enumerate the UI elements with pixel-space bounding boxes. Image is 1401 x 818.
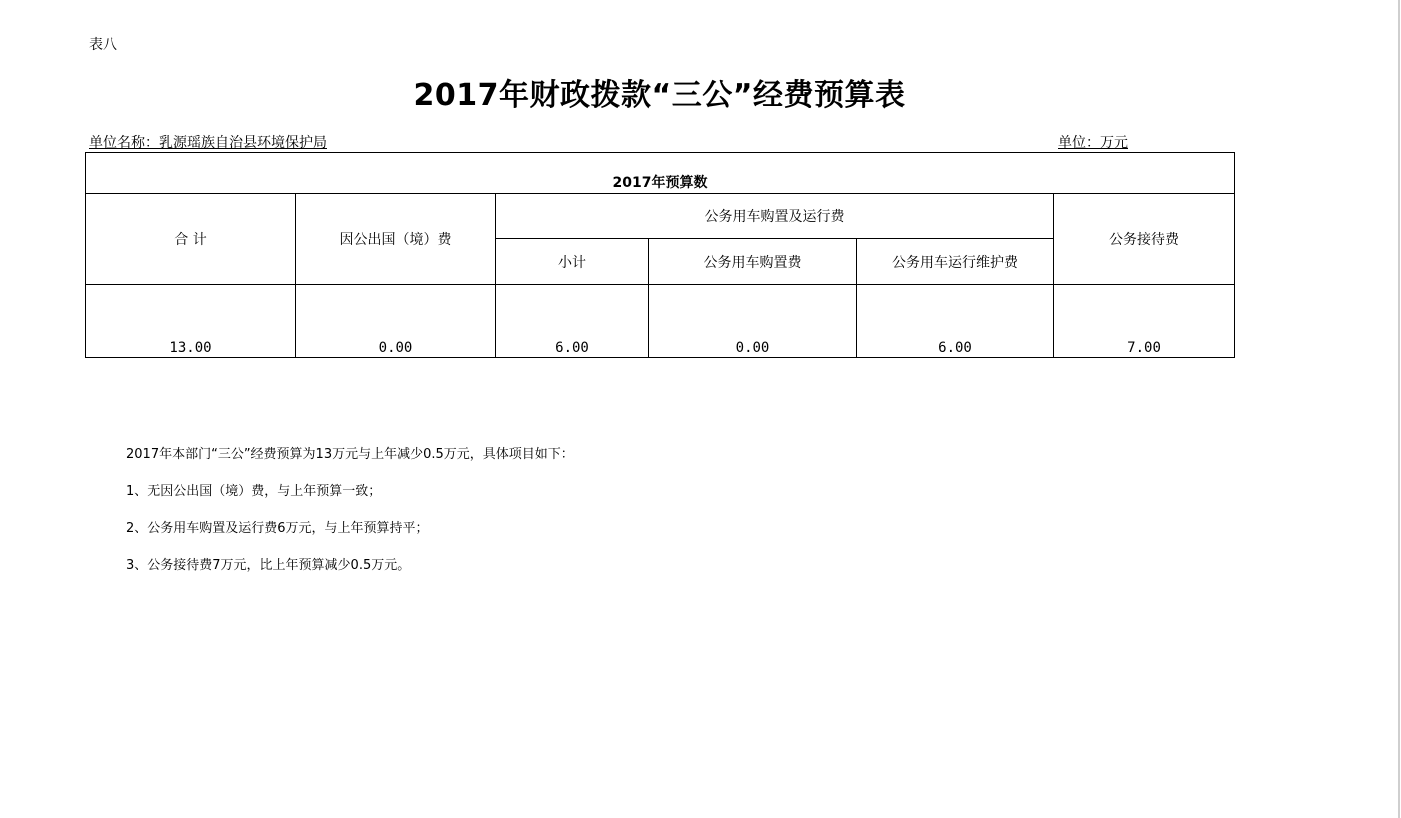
header-subtotal: 小计 [496, 239, 649, 285]
header-vehicle: 公务用车购置及运行费 [496, 194, 1054, 239]
form-number: 表八 [89, 37, 117, 53]
value-total: 13.00 [86, 285, 296, 358]
value-reception: 7.00 [1054, 285, 1235, 358]
value-maintenance: 6.00 [857, 285, 1054, 358]
page-title: 2017年财政拨款“三公”经费预算表 [413, 78, 906, 113]
value-subtotal: 6.00 [496, 285, 649, 358]
unit-name: 单位名称：乳源瑶族自治县环境保护局 [89, 135, 327, 151]
note-item: 2、公务用车购置及运行费6万元，与上年预算持平； [126, 521, 429, 536]
header-total: 合 计 [86, 194, 296, 285]
note-item: 1、无因公出国（境）费，与上年预算一致； [126, 484, 382, 499]
header-purchase: 公务用车购置费 [649, 239, 857, 285]
table-header-row [86, 194, 1235, 239]
currency-unit: 单位：万元 [1058, 135, 1128, 151]
header-reception: 公务接待费 [1054, 194, 1235, 285]
notes [126, 446, 574, 594]
table-row [86, 285, 1235, 358]
group-header: 2017年预算数 [86, 153, 1235, 194]
header-abroad: 因公出国（境）费 [296, 194, 496, 285]
budget-table [85, 152, 1235, 358]
note-summary: 2017年本部门“三公”经费预算为13万元与上年减少0.5万元，具体项目如下： [126, 447, 574, 462]
header-maintenance: 公务用车运行维护费 [857, 239, 1054, 285]
value-purchase: 0.00 [649, 285, 857, 358]
value-abroad: 0.00 [296, 285, 496, 358]
page-edge [1398, 0, 1400, 818]
table-header-row [86, 153, 1235, 194]
note-item: 3、公务接待费7万元，比上年预算减少0.5万元。 [126, 558, 411, 573]
